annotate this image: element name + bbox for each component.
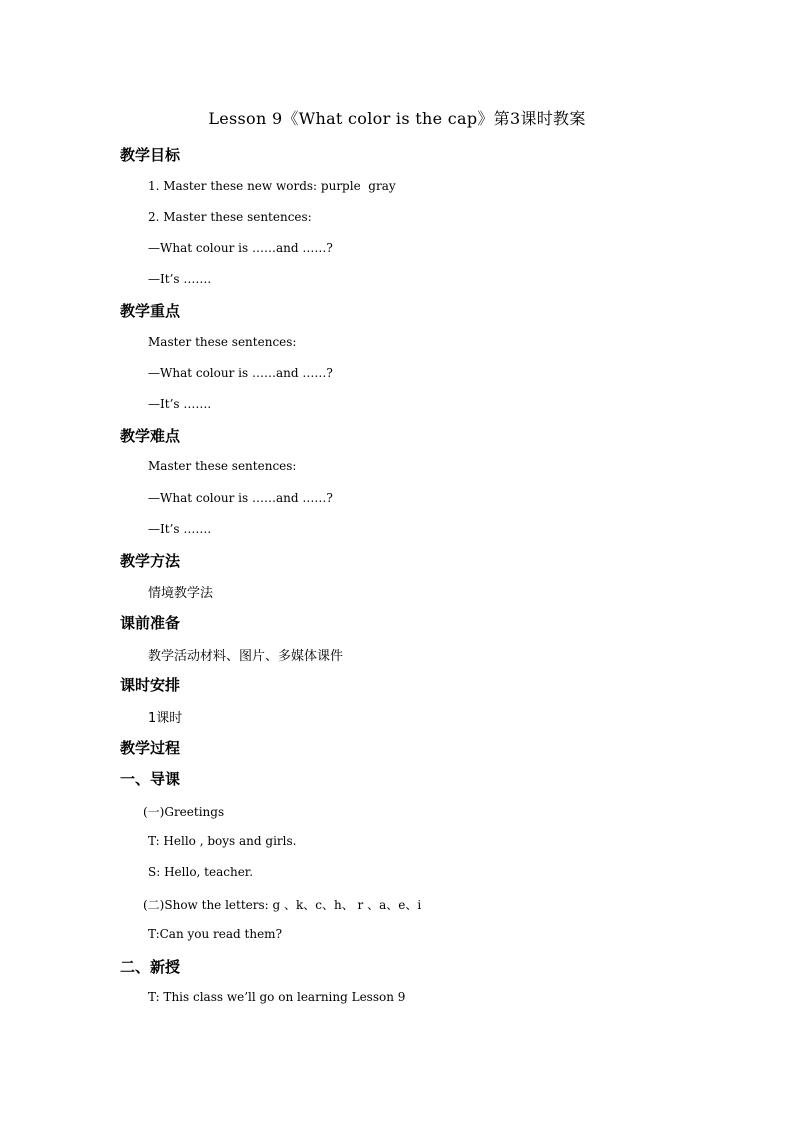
heading-intro: 一、导课 [120,770,181,788]
new-lesson-line: T: This class we’ll go on learning Lesson 9 [148,990,406,1004]
objective-line: 1. Master these new words: purple gray [148,179,396,193]
heading-difficulties: 教学难点 [120,427,181,445]
heading-methods: 教学方法 [120,552,181,570]
key-point-line: —What colour is ……and ……? [148,366,333,380]
difficulty-line: —What colour is ……and ……? [148,491,333,505]
document-title: Lesson 9《What color is the cap》第3课时教案 [208,109,586,128]
heading-process: 教学过程 [120,739,181,757]
heading-objectives: 教学目标 [120,146,181,164]
heading-preparation: 课前准备 [120,614,181,632]
methods-text: 情境教学法 [148,586,214,601]
difficulty-line: Master these sentences: [148,459,297,473]
intro-line: S: Hello, teacher. [148,865,254,879]
difficulty-line: —It’s ……. [148,522,212,536]
key-point-line: Master these sentences: [148,335,297,349]
intro-line: T:Can you read them? [148,927,282,941]
objective-line: 2. Master these sentences: [148,210,312,224]
heading-key-points: 教学重点 [120,302,181,320]
heading-schedule: 课时安排 [120,676,181,694]
key-point-line: —It’s ……. [148,397,212,411]
preparation-text: 教学活动材料、图片、多媒体课件 [148,649,344,664]
intro-line: T: Hello , boys and girls. [148,834,297,848]
intro-line: (二)Show the letters: g 、k、c、h、 r 、a、e、i [143,898,422,912]
objective-line: —It’s ……. [148,272,212,286]
heading-new-lesson: 二、新授 [120,958,181,976]
schedule-text: 1课时 [148,711,183,726]
intro-line: (一)Greetings [143,805,225,819]
objective-line: —What colour is ……and ……? [148,241,333,255]
